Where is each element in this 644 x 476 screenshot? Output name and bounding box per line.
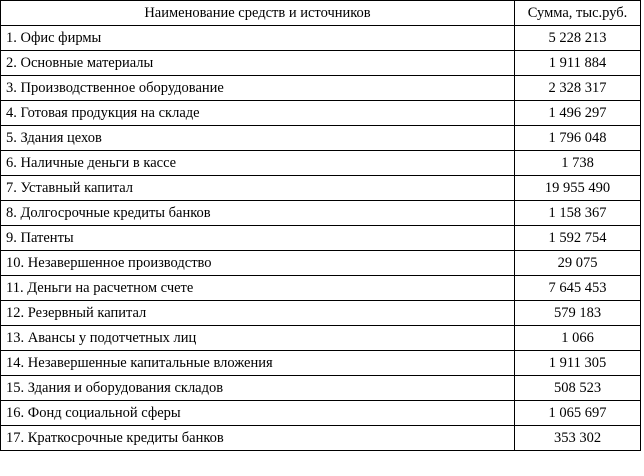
- row-sum: 1 592 754: [515, 226, 641, 251]
- row-sum: 1 911 884: [515, 51, 641, 76]
- row-name: 16. Фонд социальной сферы: [1, 401, 515, 426]
- row-name: 10. Незавершенное производство: [1, 251, 515, 276]
- row-sum: 1 158 367: [515, 201, 641, 226]
- row-sum: 2 328 317: [515, 76, 641, 101]
- table-header-row: [1, 1, 641, 26]
- table-row: [1, 401, 641, 426]
- row-name: 8. Долгосрочные кредиты банков: [1, 201, 515, 226]
- row-sum: 579 183: [515, 301, 641, 326]
- row-sum: 1 066: [515, 326, 641, 351]
- row-name: 4. Готовая продукция на складе: [1, 101, 515, 126]
- row-name: 5. Здания цехов: [1, 126, 515, 151]
- table-row: [1, 251, 641, 276]
- row-name: 2. Основные материалы: [1, 51, 515, 76]
- table-row: [1, 226, 641, 251]
- table-row: [1, 201, 641, 226]
- row-sum: 1 911 305: [515, 351, 641, 376]
- row-name: 12. Резервный капитал: [1, 301, 515, 326]
- row-sum: 1 496 297: [515, 101, 641, 126]
- row-sum: 353 302: [515, 426, 641, 451]
- table-row: [1, 426, 641, 451]
- table-row: [1, 51, 641, 76]
- row-sum: 5 228 213: [515, 26, 641, 51]
- row-name: 11. Деньги на расчетном счете: [1, 276, 515, 301]
- table-row: [1, 151, 641, 176]
- row-sum: 7 645 453: [515, 276, 641, 301]
- table-row: [1, 326, 641, 351]
- header-name: Наименование средств и источников: [1, 1, 515, 26]
- row-sum: 19 955 490: [515, 176, 641, 201]
- row-name: 14. Незавершенные капитальные вложения: [1, 351, 515, 376]
- row-name: 15. Здания и оборудования складов: [1, 376, 515, 401]
- table-row: [1, 376, 641, 401]
- table-row: [1, 176, 641, 201]
- row-sum: 29 075: [515, 251, 641, 276]
- header-sum: Сумма, тыс.руб.: [515, 1, 641, 26]
- row-name: 9. Патенты: [1, 226, 515, 251]
- table-row: [1, 101, 641, 126]
- row-sum: 508 523: [515, 376, 641, 401]
- row-name: 6. Наличные деньги в кассе: [1, 151, 515, 176]
- table-row: [1, 126, 641, 151]
- table-row: [1, 301, 641, 326]
- row-sum: 1 738: [515, 151, 641, 176]
- row-sum: 1 065 697: [515, 401, 641, 426]
- row-name: 3. Производственное оборудование: [1, 76, 515, 101]
- table-row: [1, 351, 641, 376]
- row-name: 1. Офис фирмы: [1, 26, 515, 51]
- table-row: [1, 26, 641, 51]
- row-name: 17. Краткосрочные кредиты банков: [1, 426, 515, 451]
- row-name: 7. Уставный капитал: [1, 176, 515, 201]
- table-row: [1, 276, 641, 301]
- row-sum: 1 796 048: [515, 126, 641, 151]
- row-name: 13. Авансы у подотчетных лиц: [1, 326, 515, 351]
- table-row: [1, 76, 641, 101]
